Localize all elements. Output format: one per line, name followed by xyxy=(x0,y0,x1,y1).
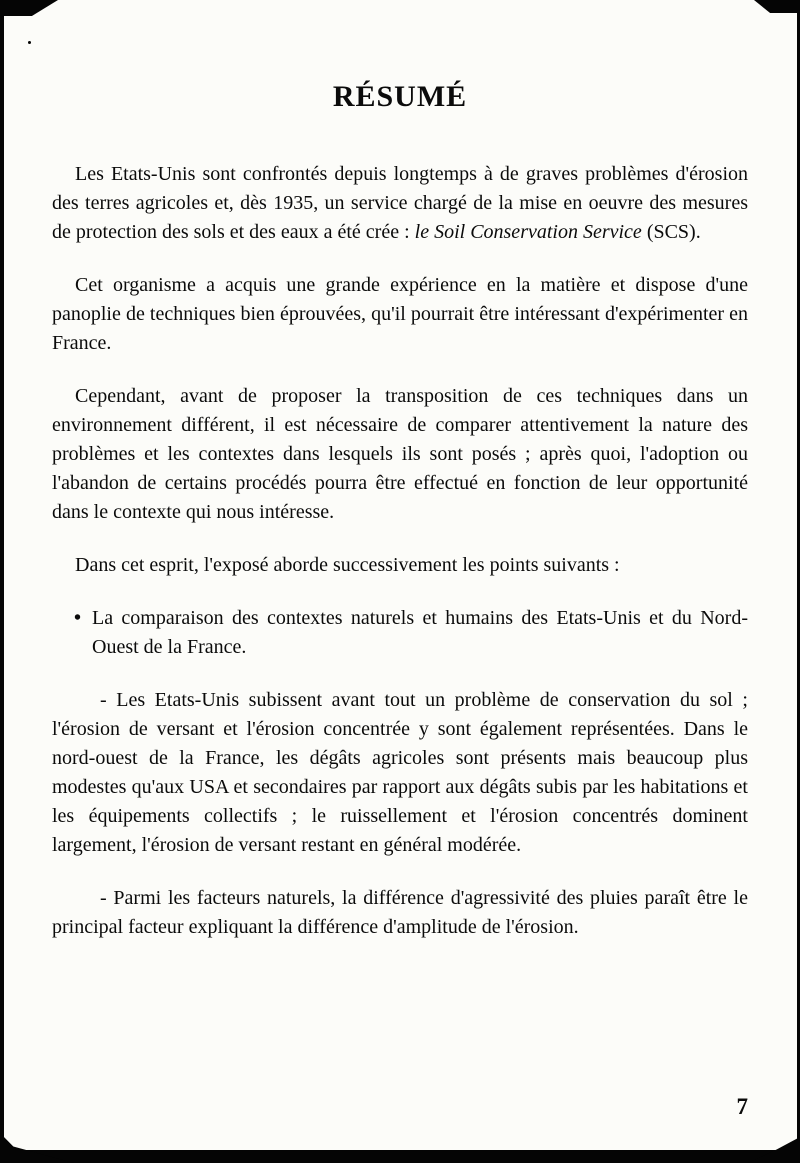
bullet-icon: • xyxy=(74,607,82,629)
scan-artifact-bottom-bar xyxy=(0,1150,800,1163)
scan-artifact-top-left xyxy=(0,0,58,16)
resume-paragraph-3: Cependant, avant de proposer la transposition de ces techniques dans un environnement différent, il est nécessaire de comparer attentivement la nature des problèmes et les contextes dans lesquels ils sont posés ; après quoi, l'adoption ou l'abandon de certains procédés pourra être effectué en fonction de leur opportunité dans le contexte qui nous intéresse. xyxy=(52,385,748,523)
paragraph-1-text: Les Etats-Unis sont confrontés depuis longtemps à de graves problèmes d'érosion des terres agricoles et, dès 1935, un service chargé de la mise en oeuvre des mesures de protection des sols et des eaux a été crée : xyxy=(52,163,748,243)
bullet-list-item xyxy=(52,604,748,662)
scan-speck xyxy=(28,41,31,44)
bullet-item-text: La comparaison des contextes naturels et humains des Etats-Unis et du Nord-Ouest de la France. xyxy=(92,607,748,658)
scan-artifact-top-right xyxy=(754,0,800,13)
paragraph-1-suffix-text: (SCS). xyxy=(641,221,701,243)
resume-paragraph-2: Cet organisme a acquis une grande expérience en la matière et dispose d'une panoplie de techniques bien éprouvées, qu'il pourrait être intéressant d'expérimenter en France. xyxy=(52,274,748,354)
page-title: RÉSUMÉ xyxy=(332,80,468,113)
paragraph-1-italic-text: le Soil Conservation Service xyxy=(414,221,642,243)
page-number: 7 xyxy=(736,1094,748,1119)
resume-paragraph-5: - Les Etats-Unis subissent avant tout un problème de conservation du sol ; l'érosion de versant et l'érosion concentrée y sont également représentées. Dans le nord-ouest de la France, les dégâts agricoles sont présents mais beaucoup plus modestes qu'aux USA et secondaires par rapport aux dégâts subis par les habitations et les équipements collectifs ; le ruissellement et l'érosion concentrés dominent largement, l'érosion de versant restant en général modérée. xyxy=(52,689,748,856)
resume-paragraph-1 xyxy=(52,160,748,247)
resume-paragraph-6: - Parmi les facteurs naturels, la différence d'agressivité des pluies paraît être le principal facteur expliquant la différence d'amplitude de l'érosion. xyxy=(52,887,748,938)
resume-paragraph-4: Dans cet esprit, l'exposé aborde successivement les points suivants : xyxy=(75,554,620,576)
document-content xyxy=(0,80,800,942)
